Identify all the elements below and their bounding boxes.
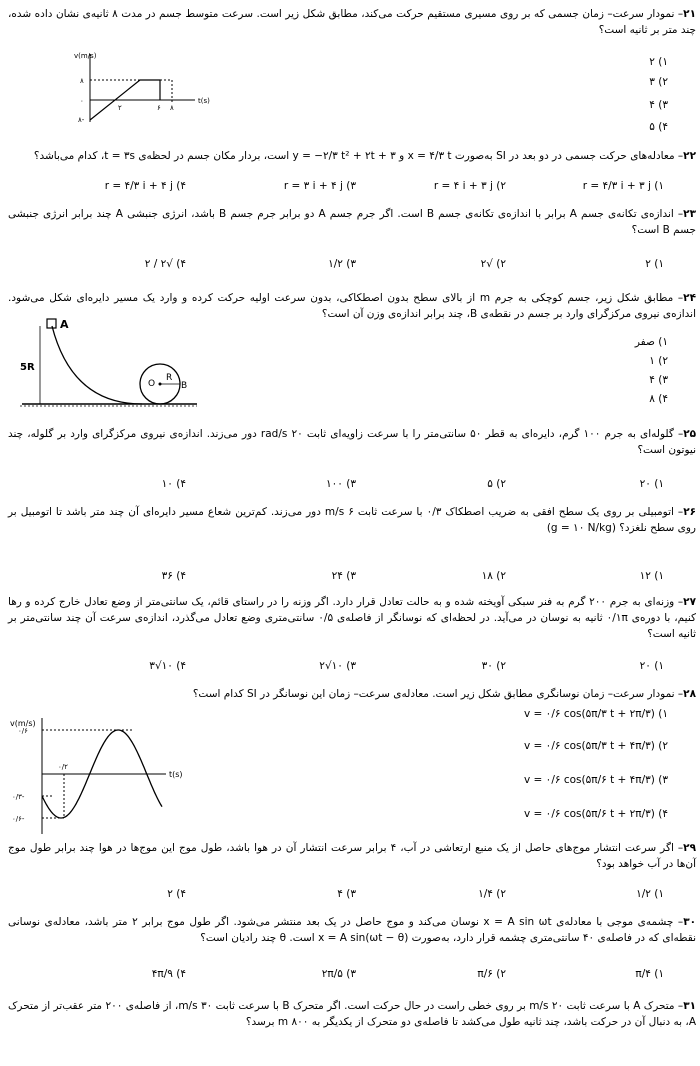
- question-text: متحرک A با سرعت ثابت ۲۰ m/s بر روی خطی راست در حال حرکت است. اگر متحرک B با سرعت ثابت ۳۰ m/s، از فاصله‌ی ۲۰۰ متر عقب‌تر از متحرک A، به دنبال آن در حرکت باشد، چند ثانیه طول می‌کشد تا فاصله‌ی دو متحرک از یکدیگر به ۸۰۰ m برسد؟: [8, 1000, 696, 1028]
- question-text: اگر سرعت انتشار موج‌های حاصل از یک منبع ارتعاشی در آب، ۴ برابر سرعت انتشار آن در هوا باشد، طول موج این موج‌ها در هوا چند برابر طول موج آن‌ها در آب خواهد بود؟: [8, 842, 696, 870]
- options-row: [0, 478, 696, 496]
- question-number: ۲۶: [683, 506, 697, 518]
- question-number: ۲۳: [683, 208, 696, 220]
- option-2[interactable]: ۲) ۵: [487, 478, 506, 490]
- options-row: [0, 258, 696, 276]
- ytick: ۸: [80, 77, 84, 85]
- label-b: B: [181, 381, 188, 391]
- question-26: ۲۶– اتومبیلی بر روی یک سطح افقی به ضریب اصطکاک ۰/۳ با سرعت ثابت ۶ m/s دور می‌زند. کم‌ترین شعاع مسیر دایره‌ای آن چند متر باشد تا اتومبیل بر روی سطح نلغزد؟ (g = ۱۰ N/kg): [8, 506, 697, 534]
- question-28: ۲۸– نمودار سرعت– زمان نوسانگری مطابق شکل زیر است. معادله‌ی سرعت– زمان این نوسانگر در SI کدام است؟: [192, 688, 696, 700]
- question-30: ۳۰– چشمه‌ی موجی با معادله‌ی x = A sin ωt نوسان می‌کند و موج حاصل در یک بعد منتشر می‌شود. اگر طول موج برابر ۲ متر باشد، معادله‌ی نوسانی نقطه‌ای که در فاصله‌ی ۴۰ سانتی‌متری چشمه قرار دارد، به‌صورت x = A sin(ωt − θ) است. θ چند رادیان است؟: [8, 916, 697, 944]
- ytick: ۰/۶-: [12, 815, 25, 823]
- graph-xlabel: t(s): [198, 97, 210, 105]
- ytick: ۸-: [78, 116, 85, 124]
- option-4[interactable]: ۴) ۵: [649, 121, 668, 133]
- question-27: ۲۷– وزنه‌ای به جرم ۲۰۰ گرم به فنر سبکی آویخته شده و به حالت تعادل قرار دارد. اگر وزنه را در راستای قائم، یک سانتی‌متر از وضع تعادل خارج کرده و رها کنیم، با دوره‌ی ۰/۱π ثانیه به نوسان در می‌آید. در لحظه‌ای که نوسانگر از فاصله‌ی ۰/۵ سانتی‌متری وضع تعادل می‌گذرد، اندازه‌ی سرعت آن چند سانتی‌متر بر ثانیه است؟: [8, 596, 696, 640]
- option-2[interactable]: ۲) ۳۰: [481, 660, 506, 672]
- options-row: [0, 968, 696, 986]
- option-1[interactable]: ۱) ۲: [645, 258, 664, 270]
- question-number: ۳۰: [683, 916, 697, 928]
- option-3[interactable]: ۳) v = ۰/۶ cos(۵π/۶ t + ۴π/۳): [524, 774, 668, 786]
- option-2[interactable]: ۲) π/۶: [477, 968, 506, 980]
- question-number: ۲۸: [683, 688, 696, 700]
- options-row: [0, 660, 696, 678]
- xtick: ۶: [157, 104, 161, 112]
- xtick: ۰/۲: [58, 763, 68, 771]
- option-1[interactable]: ۱) r = ۴/۳ i + ۳ j: [582, 180, 664, 192]
- option-1[interactable]: ۱) ۲: [649, 56, 668, 68]
- label-5r: 5R: [20, 362, 35, 373]
- question-24: ۲۴– مطابق شکل زیر، جسم کوچکی به جرم m از بالای سطح بدون اصطکاکی، بدون سرعت اولیه حرکت کرده و وارد یک مسیر دایره‌ای شکل می‌شود. اندازه‌ی نیروی مرکزگرای وارد بر جسم در نقطه‌ی B، چند برابر اندازه‌ی وزن آن است؟: [8, 292, 696, 320]
- option-4[interactable]: ۴) ۲: [167, 888, 186, 900]
- option-3[interactable]: ۳) ۱/۲: [328, 258, 356, 270]
- label-r: R: [166, 373, 173, 383]
- question-text: چشمه‌ی موجی با معادله‌ی x = A sin ωt نوسان می‌کند و موج حاصل در یک بعد منتشر می‌شود. اگر طول موج برابر ۲ متر باشد، معادله‌ی نوسانی نقطه‌ای که در فاصله‌ی ۴۰ سانتی‌متری چشمه قرار دارد، به‌صورت x = A sin(ωt − θ) است. θ چند رادیان است؟: [8, 916, 696, 944]
- question-text: اتومبیلی بر روی یک سطح افقی به ضریب اصطکاک ۰/۳ با سرعت ثابت ۶ m/s دور می‌زند. کم‌ترین شعاع مسیر دایره‌ای آن چند متر باشد تا اتومبیل بر روی سطح نلغزد؟ (g = ۱۰ N/kg): [8, 506, 696, 534]
- graph-ylabel: v(m/s): [74, 52, 97, 60]
- label-o: O: [148, 379, 156, 389]
- option-3[interactable]: ۳) r = ۳ i + ۴ j: [283, 180, 356, 192]
- option-2[interactable]: ۲) v = ۰/۶ cos(۵π/۳ t + ۴π/۳): [524, 740, 668, 752]
- option-2[interactable]: ۲) ۱/۴: [478, 888, 506, 900]
- option-2[interactable]: ۲) r = ۴ i + ۳ j: [433, 180, 506, 192]
- option-3[interactable]: ۳) ۴: [649, 99, 668, 111]
- option-4[interactable]: ۴) ۱۰√۳: [149, 660, 186, 672]
- option-4[interactable]: ۴) v = ۰/۶ cos(۵π/۶ t + ۲π/۳): [524, 808, 668, 820]
- option-4[interactable]: ۴) ۱۰: [161, 478, 186, 490]
- velocity-time-graph-q21: [60, 48, 220, 128]
- question-number: ۳۱: [683, 1000, 697, 1012]
- question-text: نمودار سرعت– زمان جسمی که بر روی مسیری مستقیم حرکت می‌کند، مطابق شکل زیر است. سرعت متوسط جسم در مدت ۸ ثانیه‌ی نشان داده شده، چند متر بر ثانیه است؟: [8, 8, 696, 36]
- ytick: ۰/۶: [18, 727, 28, 735]
- loop-track-figure: [12, 312, 202, 412]
- option-2[interactable]: ۲) ۱: [649, 355, 668, 367]
- option-2[interactable]: ۲) √۲: [480, 258, 506, 270]
- options-row: [0, 180, 696, 198]
- option-1[interactable]: ۱) v = ۰/۶ cos(۵π/۳ t + ۲π/۳): [524, 708, 668, 720]
- option-3[interactable]: ۳) ۴: [337, 888, 356, 900]
- option-2[interactable]: ۲) ۱۸: [481, 570, 506, 582]
- question-23: ۲۳– اندازه‌ی تکانه‌ی جسم A برابر با اندازه‌ی تکانه‌ی جسم B است. اگر جرم جسم A دو برابر جرم جسم B باشد، انرژی جنبشی A چند برابر انرژی جنبشی جسم B است؟: [8, 208, 696, 236]
- question-text: اندازه‌ی تکانه‌ی جسم A برابر با اندازه‌ی تکانه‌ی جسم B است. اگر جرم جسم A دو برابر جرم جسم B باشد، انرژی جنبشی A چند برابر انرژی جنبشی جسم B است؟: [8, 208, 696, 236]
- option-3[interactable]: ۳) ۲۴: [331, 570, 356, 582]
- option-3[interactable]: ۳) ۱۰√۲: [319, 660, 356, 672]
- question-text: وزنه‌ای به جرم ۲۰۰ گرم به فنر سبکی آویخته شده و به حالت تعادل قرار دارد. اگر وزنه را در راستای قائم، یک سانتی‌متر از وضع تعادل خارج کرده و رها کنیم، با دوره‌ی ۰/۱π ثانیه به نوسان در می‌آید. در لحظه‌ای که نوسانگر از فاصله‌ی ۰/۵ سانتی‌متری وضع تعادل می‌گذرد، اندازه‌ی سرعت آن چند سانتی‌متر بر ثانیه است؟: [8, 596, 696, 640]
- ytick: ۰: [80, 97, 84, 105]
- option-3[interactable]: ۳) ۱۰۰: [326, 478, 356, 490]
- option-4[interactable]: ۴) √۲ / ۲: [144, 258, 186, 270]
- question-21: ۲۱– نمودار سرعت– زمان جسمی که بر روی مسیری مستقیم حرکت می‌کند، مطابق شکل زیر است. سرعت متوسط جسم در مدت ۸ ثانیه‌ی نشان داده شده، چند متر بر ثانیه است؟: [8, 8, 696, 36]
- xtick: ۸: [170, 104, 174, 112]
- option-1[interactable]: ۱) ۱۲: [639, 570, 664, 582]
- question-29: ۲۹– اگر سرعت انتشار موج‌های حاصل از یک منبع ارتعاشی در آب، ۴ برابر سرعت انتشار آن در هوا باشد، طول موج این موج‌ها در هوا چند برابر طول موج آن‌ها در آب خواهد بود؟: [8, 842, 696, 870]
- option-1[interactable]: ۱) ۲۰: [639, 660, 664, 672]
- option-1[interactable]: ۱) π/۴: [635, 968, 664, 980]
- question-text: معادله‌های حرکت جسمی در دو بعد در SI به‌صورت x = ۴/۳ t و y = −۲/۳ t² + ۲t + ۳ است، بردار مکان جسم در لحظه‌ی t = ۳s، کدام می‌باشد؟: [33, 150, 675, 162]
- options-row: [0, 570, 696, 588]
- option-1[interactable]: ۱) ۲۰: [639, 478, 664, 490]
- oscillator-velocity-graph: [6, 714, 206, 838]
- graph-xlabel: t(s): [169, 770, 183, 779]
- option-1[interactable]: ۱) ۱/۲: [636, 888, 664, 900]
- question-text: مطابق شکل زیر، جسم کوچکی به جرم m از بالای سطح بدون اصطکاکی، بدون سرعت اولیه حرکت کرده و وارد یک مسیر دایره‌ای شکل می‌شود. اندازه‌ی نیروی مرکزگرای وارد بر جسم در نقطه‌ی B، چند برابر اندازه‌ی وزن آن است؟: [8, 292, 696, 320]
- ytick: ۰/۳-: [12, 793, 25, 801]
- option-4[interactable]: ۴) ۸: [649, 393, 668, 405]
- question-text: نمودار سرعت– زمان نوسانگری مطابق شکل زیر است. معادله‌ی سرعت– زمان این نوسانگر در SI کدام است؟: [192, 688, 675, 700]
- question-number: ۲۱: [683, 8, 696, 20]
- xtick: ۲: [118, 104, 122, 112]
- option-4[interactable]: ۴) r = ۴/۳ i + ۴ j: [104, 180, 186, 192]
- question-22: ۲۲– معادله‌های حرکت جسمی در دو بعد در SI به‌صورت x = ۴/۳ t و y = −۲/۳ t² + ۲t + ۳ است، بردار مکان جسم در لحظه‌ی t = ۳s، کدام می‌باشد؟: [33, 150, 696, 162]
- question-number: ۲۴: [683, 292, 696, 304]
- question-25: ۲۵– گلوله‌ای به جرم ۱۰۰ گرم، دایره‌ای به قطر ۵۰ سانتی‌متر را با سرعت زاویه‌ای ثابت ۲۰ rad/s دور می‌زند. اندازه‌ی نیروی مرکزگرای وارد بر گلوله، چند نیوتون است؟: [8, 428, 697, 456]
- question-number: ۲۲: [683, 150, 696, 162]
- option-2[interactable]: ۲) ۳: [649, 76, 668, 88]
- question-31: ۳۱– متحرک A با سرعت ثابت ۲۰ m/s بر روی خطی راست در حال حرکت است. اگر متحرک B با سرعت ثابت ۳۰ m/s، از فاصله‌ی ۲۰۰ متر عقب‌تر از متحرک A، به دنبال آن در حرکت باشد، چند ثانیه طول می‌کشد تا فاصله‌ی دو متحرک از یکدیگر به ۸۰۰ m برسد؟: [8, 1000, 697, 1028]
- question-text: گلوله‌ای به جرم ۱۰۰ گرم، دایره‌ای به قطر ۵۰ سانتی‌متر را با سرعت زاویه‌ای ثابت ۲۰ rad/s دور می‌زند. اندازه‌ی نیروی مرکزگرای وارد بر گلوله، چند نیوتون است؟: [8, 428, 696, 456]
- option-1[interactable]: ۱) صفر: [634, 336, 668, 348]
- question-number: ۲۵: [683, 428, 697, 440]
- option-3[interactable]: ۳) ۴: [649, 374, 668, 386]
- option-3[interactable]: ۳) ۲π/۵: [321, 968, 356, 980]
- label-a: A: [60, 318, 69, 331]
- options-row: [0, 888, 696, 906]
- option-4[interactable]: ۴) ۳۶: [161, 570, 186, 582]
- graph-ylabel: v(m/s): [10, 719, 36, 728]
- question-number: ۲۹: [683, 842, 696, 854]
- question-number: ۲۷: [683, 596, 696, 608]
- option-4[interactable]: ۴) ۴π/۹: [151, 968, 186, 980]
